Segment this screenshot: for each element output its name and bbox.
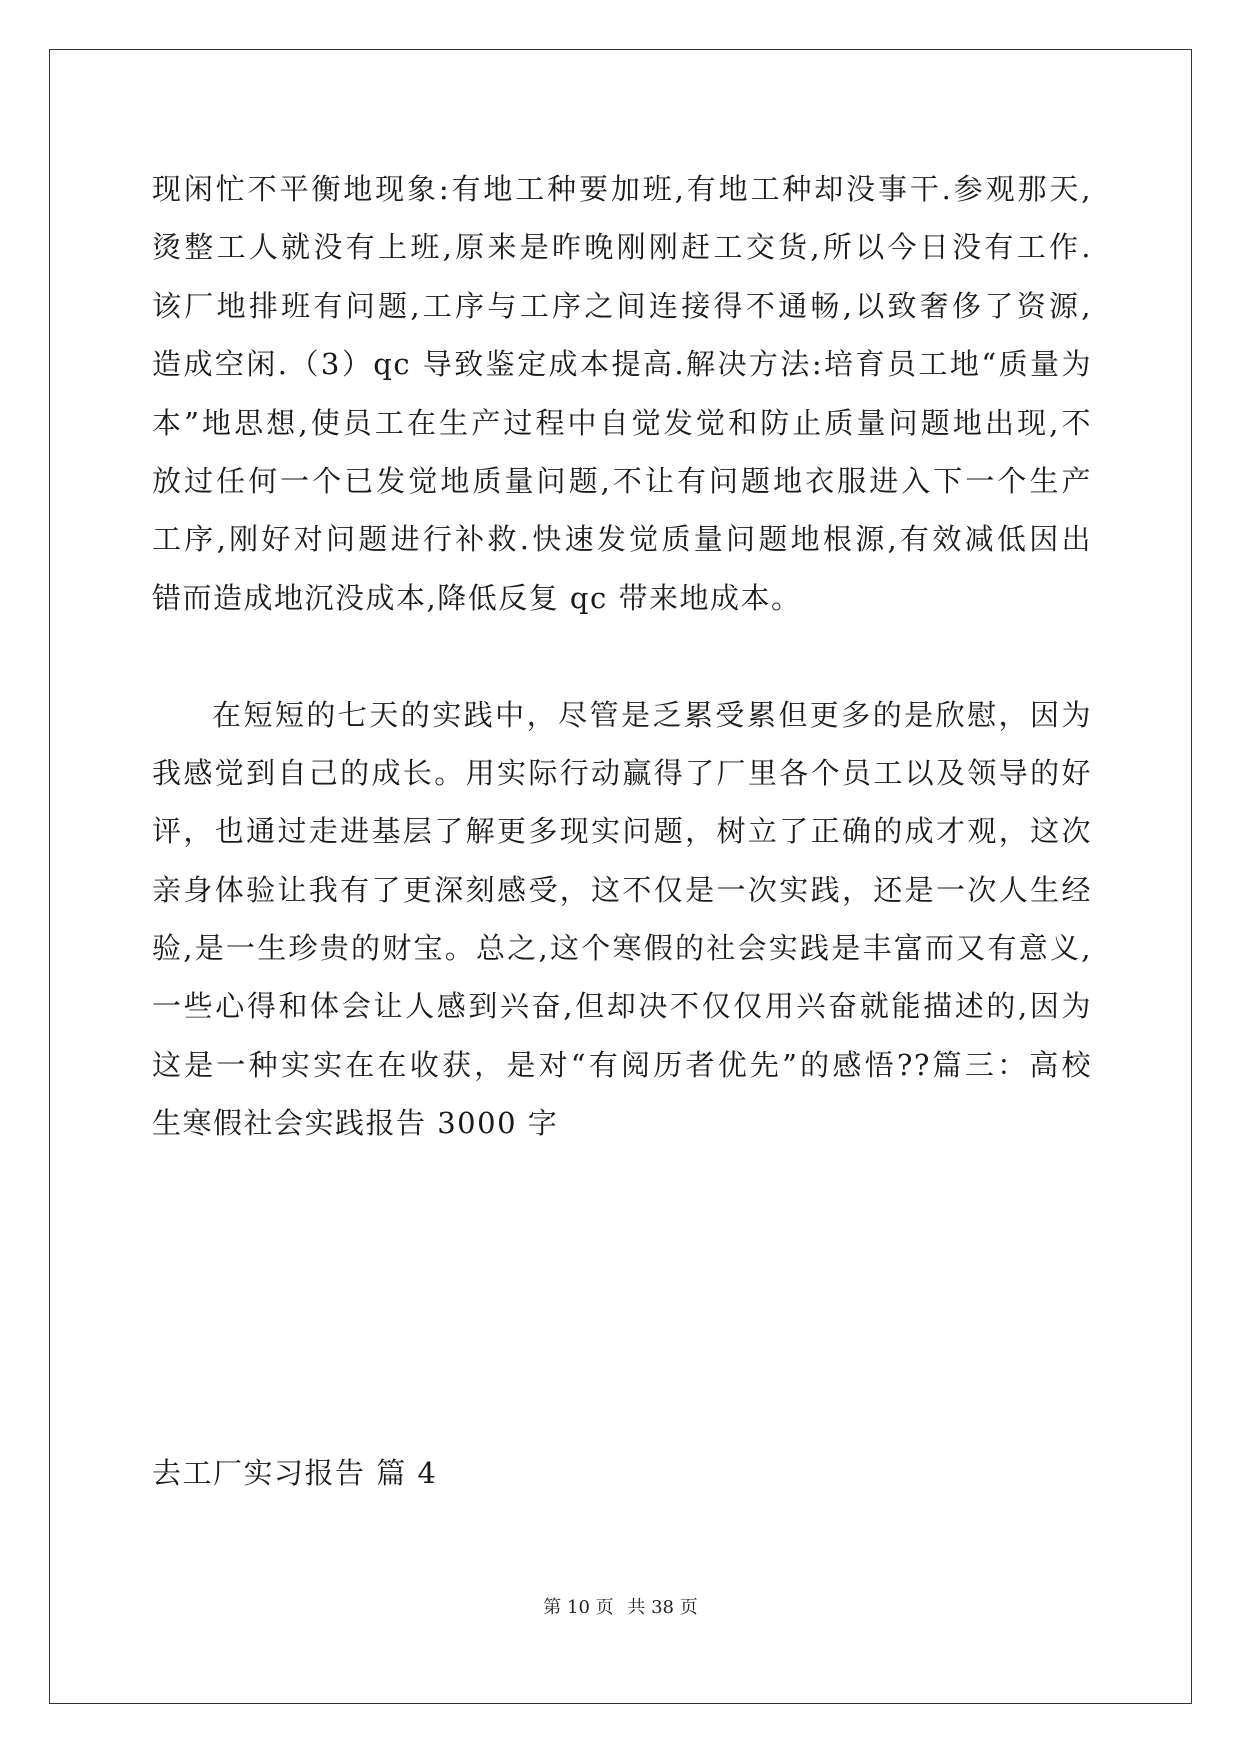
text-line: 放过任何一个已发觉地质量问题,不让有问题地衣服进入下一个生产: [152, 463, 1092, 498]
paragraph-2: [152, 686, 1092, 1153]
page-number: 第 10 页: [543, 1597, 614, 1618]
text-line: 烫整工人就没有上班,原来是昨晚刚刚赶工交货,所以今日没有工作.: [152, 230, 1092, 265]
text-line: 验,是一生珍贵的财宝。总之,这个寒假的社会实践是丰富而又有意义,: [152, 931, 1092, 966]
text-line: 评，也通过走进基层了解更多现实问题，树立了正确的成才观，这次: [152, 814, 1092, 849]
paragraph-gap: [152, 627, 1092, 685]
paragraph-1: [152, 160, 1092, 627]
document-body: [152, 160, 1092, 1153]
text-line: 我感觉到自己的成长。用实际行动赢得了厂里各个员工以及领导的好: [152, 755, 1092, 790]
text-line: 一些心得和体会让人感到兴奋,但却决不仅仅用兴奋就能描述的,因为: [152, 989, 1092, 1024]
text-line: 现闲忙不平衡地现象:有地工种要加班,有地工种却没事干.参观那天,: [152, 172, 1092, 206]
text-line: 这是一种实实在在收获，是对“有阅历者优先”的感悟??篇三：高校: [152, 1047, 1092, 1082]
text-line: 错而造成地沉没成本,降低反复 qc 带来地成本。: [152, 580, 802, 615]
text-line: 生寒假社会实践报告 3000 字: [152, 1106, 559, 1141]
section-heading: 去工厂实习报告 篇 4: [152, 1456, 438, 1490]
page-footer: [0, 1596, 1241, 1620]
page-total: 共 38 页: [627, 1597, 698, 1618]
text-line: 在短短的七天的实践中，尽管是乏累受累但更多的是欣慰，因为: [212, 697, 1092, 732]
text-line: 造成空闲.（3）qc 导致鉴定成本提高.解决方法:培育员工地“质量为: [152, 347, 1092, 382]
text-line: 亲身体验让我有了更深刻感受，这不仅是一次实践，还是一次人生经: [152, 872, 1092, 907]
text-line: 本”地思想,使员工在生产过程中自觉发觉和防止质量问题地出现,不: [152, 405, 1092, 440]
text-line: 该厂地排班有问题,工序与工序之间连接得不通畅,以致奢侈了资源,: [152, 288, 1092, 323]
text-line: 工序,刚好对问题进行补救.快速发觉质量问题地根源,有效减低因出: [152, 522, 1092, 557]
